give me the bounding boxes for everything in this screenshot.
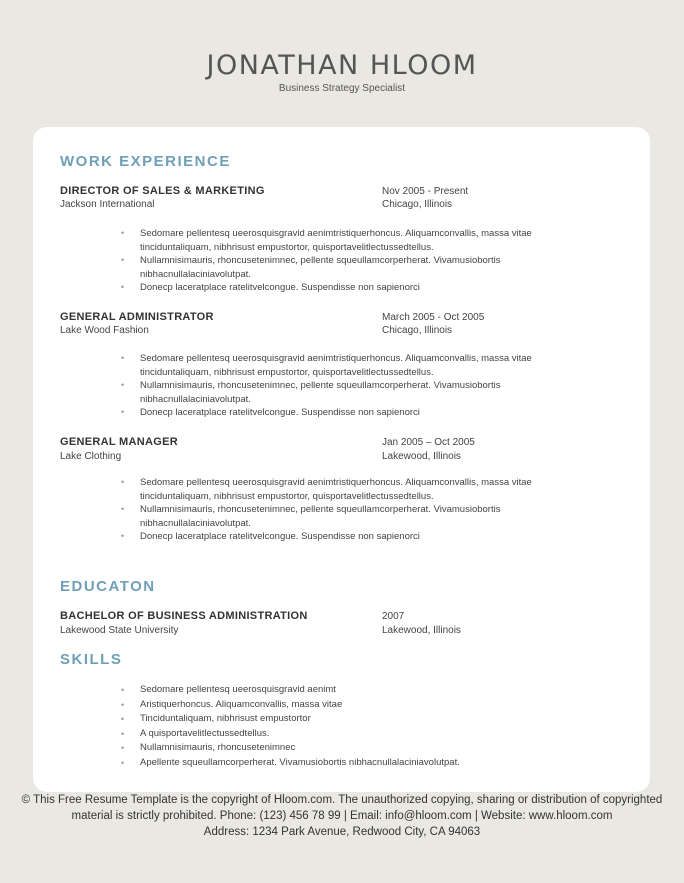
resume-subtitle: Business Strategy Specialist bbox=[278, 83, 406, 94]
job-3-company: Lake Clothing bbox=[60, 451, 122, 462]
bullet-icon: • bbox=[121, 228, 125, 238]
job-2-company: Lake Wood Fashion bbox=[60, 325, 149, 336]
bullet-icon: • bbox=[121, 714, 125, 724]
list-item: • Sedomare pellentesq ueerosquisgravid aenimtristiquerhoncus. Aliquamconvallis, massa vitae tinciduntaliquam, nibhrisust empustortor, quisportavelitlectussedtellus. bbox=[121, 353, 532, 378]
bullet-icon: • bbox=[121, 353, 125, 363]
education-heading: EDUCATON bbox=[60, 578, 156, 595]
bullet-icon: • bbox=[121, 531, 125, 541]
job-3-title: GENERAL MANAGER bbox=[60, 436, 178, 448]
list-item: • Sedomare pellentesq ueerosquisgravid aenimtristiquerhoncus. Aliquamconvallis, massa vitae tinciduntaliquam, nibhrisust empustortor, quisportavelitlectussedtellus. bbox=[121, 477, 532, 502]
address-line: Address: 1234 Park Avenue, Redwood City, CA 94063 bbox=[203, 826, 481, 838]
bullet-icon: • bbox=[121, 255, 125, 265]
list-item: • Aristiquerhoncus. Aliquamconvallis, massa vitae bbox=[121, 698, 591, 713]
list-item: • Donecp laceratplace ratelitvelcongue. Suspendisse non sapienorci bbox=[121, 531, 420, 542]
list-item: • Sedomare pellentesq ueerosquisgravid aenimtristiquerhoncus. Aliquamconvallis, massa vitae tinciduntaliquam, nibhrisust empustortor, quisportavelitlectussedtellus. bbox=[121, 228, 532, 253]
bullet-icon: • bbox=[121, 728, 125, 739]
job-1-location: Chicago, Illinois bbox=[382, 199, 453, 210]
job-2-dates: March 2005 - Oct 2005 bbox=[382, 312, 485, 323]
job-3-dates: Jan 2005 – Oct 2005 bbox=[382, 437, 475, 448]
bullet-icon: • bbox=[121, 477, 125, 487]
list-item: • A quisportavelitlectussedtellus. bbox=[121, 727, 591, 742]
job-2-bullets bbox=[121, 352, 591, 420]
list-item: • Nullamnisimauris, rhoncusetenimnec, pellente squeullamcorperherat. Vivamusiobortis nibhacnullalaciniavolutpat. bbox=[121, 504, 501, 529]
resume-card bbox=[33, 127, 650, 792]
job-3-bullets bbox=[121, 476, 591, 544]
job-1-company: Jackson International bbox=[60, 199, 155, 210]
list-item: • Nullamnisimauris, rhoncusetenimnec bbox=[121, 741, 591, 756]
list-item: • Nullamnisimauris, rhoncusetenimnec, pellente squeullamcorperherat. Vivamusiobortis nibhacnullalaciniavolutpat. bbox=[121, 255, 501, 280]
bullet-icon: • bbox=[121, 504, 125, 514]
job-1-title: DIRECTOR OF SALES & MARKETING bbox=[60, 185, 265, 197]
list-item: • Apellente squeullamcorperherat. Vivamusiobortis nibhacnullalaciniavolutpat. bbox=[121, 756, 591, 771]
list-item: • Donecp laceratplace ratelitvelcongue. Suspendisse non sapienorci bbox=[121, 407, 420, 418]
list-item: • Tinciduntaliquam, nibhrisust empustortor bbox=[121, 712, 591, 727]
work-experience-heading: WORK EXPERIENCE bbox=[60, 153, 231, 170]
job-1-bullets bbox=[121, 227, 591, 295]
bullet-icon: • bbox=[121, 380, 125, 390]
job-2-title: GENERAL ADMINISTRATOR bbox=[60, 311, 214, 323]
bullet-icon: • bbox=[121, 685, 125, 695]
resume-name: JONATHAN HLOOM bbox=[206, 50, 478, 81]
school-name: Lakewood State University bbox=[60, 625, 179, 636]
job-2-location: Chicago, Illinois bbox=[382, 325, 453, 336]
graduation-year: 2007 bbox=[382, 611, 405, 622]
bullet-icon: • bbox=[121, 743, 125, 753]
skills-list bbox=[121, 683, 591, 770]
bullet-icon: • bbox=[121, 699, 125, 710]
bullet-icon: • bbox=[121, 282, 125, 292]
bullet-icon: • bbox=[121, 407, 125, 417]
degree-title: BACHELOR OF BUSINESS ADMINISTRATION bbox=[60, 610, 308, 622]
list-item: • Nullamnisimauris, rhoncusetenimnec, pellente squeullamcorperherat. Vivamusiobortis nibhacnullalaciniavolutpat. bbox=[121, 380, 501, 405]
job-3-location: Lakewood, Illinois bbox=[382, 451, 461, 462]
copyright-notice: © This Free Resume Template is the copyright of Hloom.com. The unauthorized copying, sharing or distribution of copyrighted material is strictly prohibited. Phone: (123) 456 78 99 | Email: info@hloom.com | Website: www.hloom.com bbox=[21, 794, 663, 822]
school-location: Lakewood, Illinois bbox=[382, 625, 461, 636]
skills-heading: SKILLS bbox=[60, 651, 123, 668]
bullet-icon: • bbox=[121, 757, 125, 768]
footer bbox=[10, 792, 674, 840]
list-item: • Sedomare pellentesq ueerosquisgravid aenimt bbox=[121, 683, 591, 698]
job-1-dates: Nov 2005 - Present bbox=[382, 186, 469, 197]
list-item: • Donecp laceratplace ratelitvelcongue. Suspendisse non sapienorci bbox=[121, 282, 420, 293]
